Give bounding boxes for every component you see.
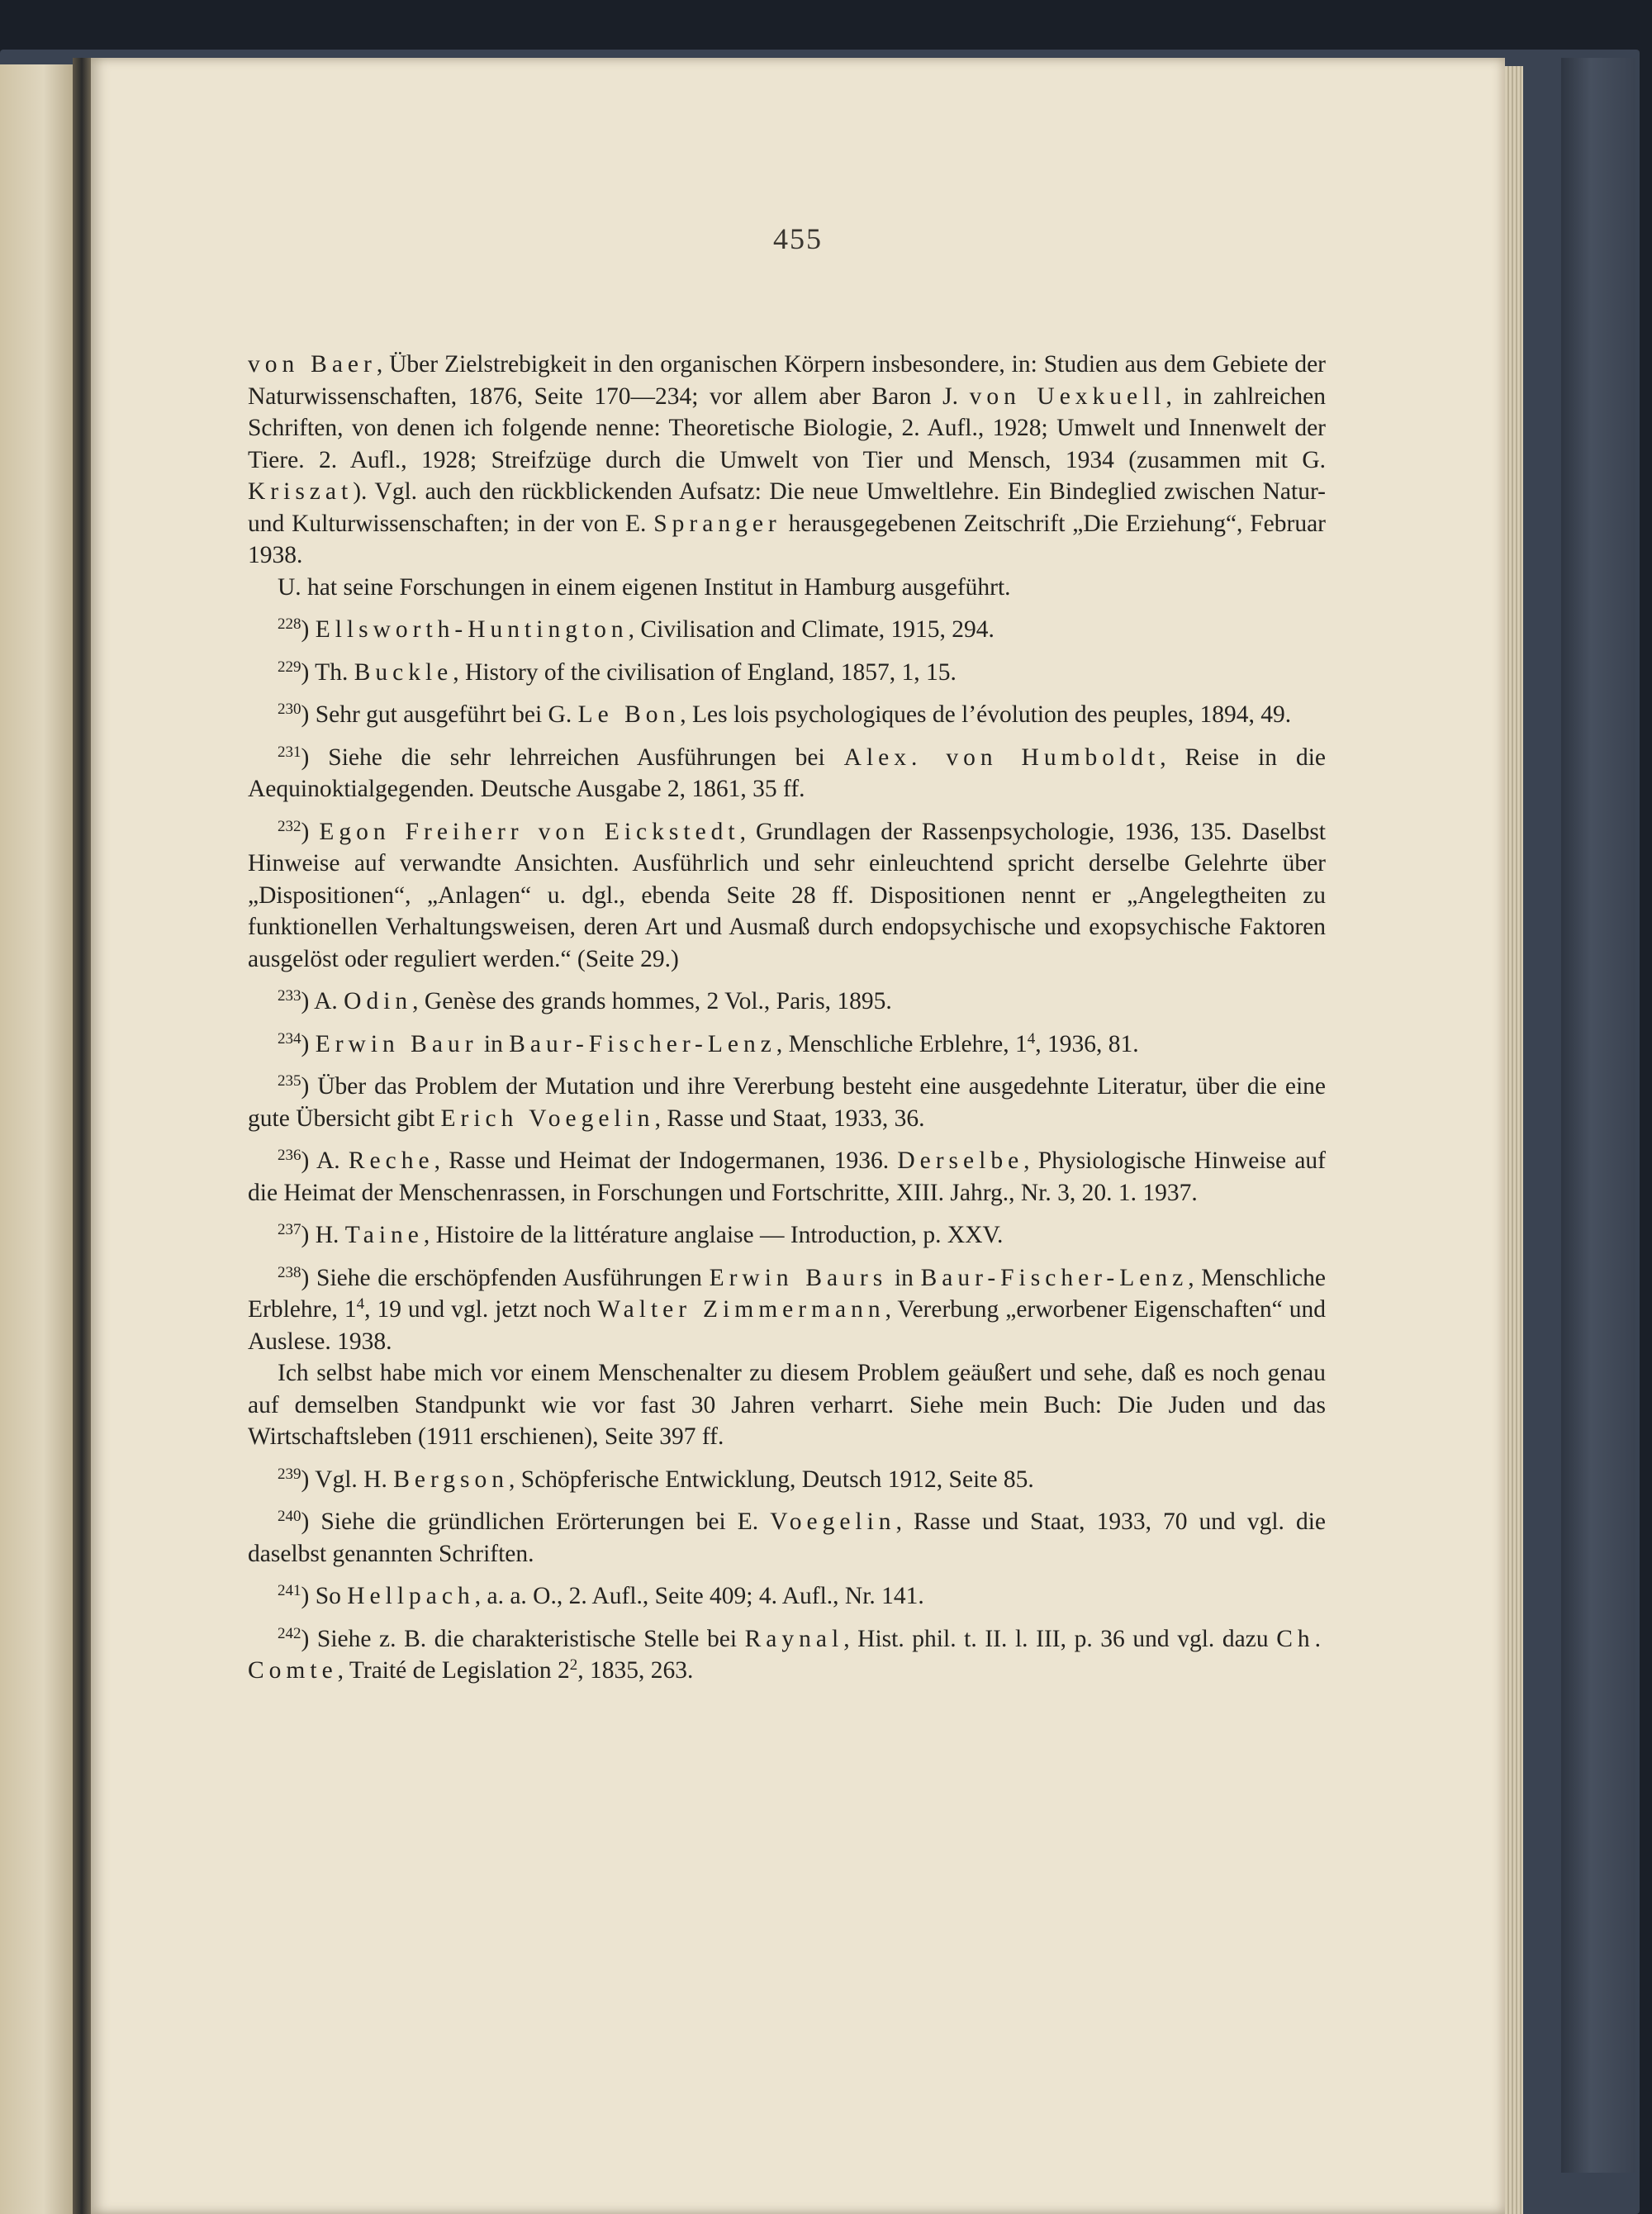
footnote-text: Th. (315, 658, 354, 686)
footnote-240: $^{240}$) Siehe die gründlichen Erörterungen bei E. Voegelin, Rasse und Staat, 1933, 70 und vgl. die daselbst genannten Schriften. (248, 1508, 1326, 1567)
footnote-239: $^{239}$) Vgl. H. Bergson, Schöpferische Entwicklung, Deutsch 1912, Seite 85. (278, 1465, 1034, 1493)
footnote-continuation (248, 1357, 1326, 1453)
footnote-text: , Rasse und Staat, 1933, 36. (654, 1105, 925, 1132)
spaced-name: Baur-Fischer-Lenz (509, 1030, 776, 1057)
footnote-text: , Histoire de la littérature anglaise — Introduction, p. XXV. (423, 1222, 1004, 1248)
spaced-name: Spranger (653, 510, 781, 537)
cover-edge (1561, 58, 1635, 2173)
spaced-name: Ch. Comte (248, 1625, 1326, 1684)
footnote-text: , Rasse und Heimat der Indogermanen, 1936. (434, 1147, 898, 1174)
footnote-234: $^{234}$) Erwin Baur in Baur-Fischer-Lenz, Menschliche Erblehre, $1^4$, 1936, 81. (278, 1029, 1139, 1057)
footnote-228: $^{228}$) Ellsworth-Huntington, Civilisation and Climate, 1915, 294. (278, 615, 995, 643)
footnote-241: $^{241}$) So Hellpach, a. a. O., 2. Aufl., Seite 409; 4. Aufl., Nr. 141. (278, 1582, 924, 1609)
spaced-name: Erich Voegelin (440, 1105, 655, 1132)
footnote-text: in (887, 1264, 921, 1291)
footnote-text: in (477, 1030, 510, 1057)
spaced-name: Odin (344, 988, 413, 1014)
footnote-242: $^{242}$) Siehe z. B. die charakteristische Stelle bei Raynal, Hist. phil. t. II. l. III, p. 36 und vgl. dazu Ch. Comte, Traité de Legislation $2^2$, 1835, 263. (248, 1624, 1326, 1684)
spaced-name: Baur-Fischer-Lenz (920, 1264, 1189, 1291)
footnote-number: 230 (278, 701, 301, 718)
footnote-text: , Über Zielstrebigkeit in den organischen Körpern insbesondere, in: Studien aus dem Gebiete der Naturwissenschaften, 1876, Seite 170—234; vor allem aber Baron J. (248, 351, 1326, 410)
spaced-name: Kriszat (248, 478, 354, 505)
footnote-text: Über das Problem der Mutation und ihre Vererbung besteht eine ausgedehnte Literatur, über die eine gute Übersicht gibt (248, 1073, 1326, 1132)
footnote-text: , Rasse und Staat, 1933, 70 und vgl. die daselbst genannten Schriften. (248, 1508, 1326, 1567)
spaced-name: Walter Zimmermann (597, 1296, 885, 1323)
superscript: 2 (569, 1656, 578, 1674)
footnote-text: , Menschliche Erblehre, 1 (248, 1264, 1326, 1323)
footnote-text: ). Vgl. auch den rückblickenden Aufsatz: Die neue Umweltlehre. Ein Bindeglied zwischen Natur- und Kulturwissenschaften; in der von E. (248, 478, 1326, 537)
footnote-number: 231 (278, 743, 301, 761)
page-number: 455 (773, 222, 823, 255)
superscript: 4 (1027, 1029, 1036, 1048)
footnote-text: , Physiologische Hinweise auf die Heimat der Menschenrassen, in Forschungen und Fortschritte, XIII. Jahrg., Nr. 3, 20. 1. 1937. (248, 1147, 1326, 1206)
spaced-name: von Uexkuell (969, 382, 1166, 410)
book-gutter (73, 58, 91, 2214)
footnote-229: $^{229}$) Th. Buckle, History of the civilisation of England, 1857, 1, 15. (278, 658, 957, 686)
left-page-edge (0, 64, 73, 2214)
footnote-237: $^{237}$) H. Taine, Histoire de la littérature anglaise — Introduction, p. XXV. (278, 1221, 1004, 1248)
footnote-text: , Vererbung „erworbener Eigenschaften“ und Auslese. 1938. (248, 1296, 1326, 1355)
footnote-text: Siehe die erschöpfenden Ausführungen (316, 1264, 710, 1291)
spaced-name: Erwin Baur (315, 1030, 478, 1057)
spaced-name: Le Bon (577, 701, 681, 728)
footnote-230: $^{230}$) Sehr gut ausgeführt bei G. Le Bon, Les lois psychologiques de l’évolution des peuples, 1894, 49. (278, 701, 1292, 728)
footnote-list (248, 349, 1326, 1698)
spaced-name: Erwin Baurs (709, 1264, 888, 1291)
footnote-text: , Traité de Legislation 2 (337, 1657, 570, 1684)
footnote-text: , a. a. O., 2. Aufl., Seite 409; 4. Aufl., Nr. 141. (474, 1583, 924, 1609)
footnote-continuation (248, 572, 1326, 604)
footnote-number: 234 (278, 1029, 301, 1048)
footnote-number: 238 (278, 1263, 301, 1281)
footnote-231: $^{231}$) Siehe die sehr lehrreichen Ausführungen bei Alex. von Humboldt, Reise in die Aequinoktialgegenden. Deutsche Ausgabe 2, 1861, 35 ff. (248, 743, 1326, 802)
book-page (91, 58, 1505, 2214)
footnote-text: , 19 und vgl. jetzt noch (364, 1296, 598, 1323)
page-stack-edge (1505, 66, 1523, 2214)
footnote-number: 236 (278, 1147, 301, 1164)
footnote-text: , Menschliche Erblehre, 1 (776, 1030, 1028, 1057)
footnote-number: 229 (278, 658, 301, 676)
spaced-name: Hellpach (347, 1583, 475, 1609)
footnote-number: 233 (278, 987, 301, 1005)
footnote-text: , History of the civilisation of England, 1857, 1, 15. (453, 658, 957, 686)
footnote-text: , Reise in die Aequinoktialgegenden. Deutsche Ausgabe 2, 1861, 35 ff. (248, 744, 1326, 802)
spaced-name: Voegelin (770, 1508, 896, 1535)
footnote-number: 228 (278, 615, 301, 633)
footnote-number: 242 (278, 1624, 301, 1642)
footnote-233: $^{233}$) A. Odin, Genèse des grands hommes, 2 Vol., Paris, 1895. (278, 987, 892, 1014)
footnote-235: $^{235}$) Über das Problem der Mutation und ihre Vererbung besteht eine ausgedehnte Literatur, über die eine gute Übersicht gibt Erich Voegelin, Rasse und Staat, 1933, 36. (248, 1072, 1326, 1132)
spaced-name: Ellsworth-Huntington (315, 616, 629, 643)
footnote-number: 240 (278, 1508, 301, 1525)
footnote-number: 235 (278, 1072, 301, 1090)
spaced-name: Alex. von Humboldt (843, 744, 1161, 771)
spaced-name: Derselbe (897, 1147, 1024, 1174)
footnote-text: , Schöpferische Entwicklung, Deutsch 1912, Seite 85. (509, 1466, 1034, 1493)
spaced-name: Buckle (354, 658, 453, 686)
footnote-text: , Les lois psychologiques de l’évolution des peuples, 1894, 49. (680, 701, 1292, 728)
footnote-text: H. (315, 1222, 345, 1248)
spaced-name: Bergson (393, 1466, 510, 1493)
spaced-name: Raynal (744, 1625, 844, 1652)
footnote-text: Vgl. H. (315, 1466, 394, 1493)
spaced-name: Reche (348, 1147, 434, 1174)
footnote-text: , Hist. phil. t. II. l. III, p. 36 und vgl. dazu (843, 1625, 1277, 1652)
footnote-text: Ich selbst habe mich vor einem Menschenalter zu diesem Problem geäußert und sehe, daß es noch genau auf demselben Standpunkt wie vor fast 30 Jahren verharrt. Siehe mein Buch: Die Juden und das Wirtschaftsleben (1911 erschienen), Seite 397 ff. (248, 1360, 1326, 1450)
spaced-name: Taine (344, 1222, 424, 1248)
footnote-number: 239 (278, 1465, 301, 1483)
footnote-continuation (248, 349, 1326, 572)
footnote-text: , Genèse des grands hommes, 2 Vol., Paris, 1895. (412, 988, 892, 1014)
footnote-238: $^{238}$) Siehe die erschöpfenden Ausführungen Erwin Baurs in Baur-Fischer-Lenz, Menschliche Erblehre, $1^4$, 19 und vgl. jetzt noch Walter Zimmermann, Vererbung „erworbener Eigenschaften“ und Auslese. 1938. (248, 1263, 1326, 1355)
superscript: 4 (356, 1295, 365, 1313)
footnote-text: So (315, 1583, 348, 1609)
footnote-text: , 1936, 81. (1035, 1030, 1139, 1057)
spaced-name: Egon Freiherr von Eickstedt (319, 818, 740, 845)
footnote-number: 232 (278, 817, 301, 835)
footnote-text: A. (316, 1147, 349, 1174)
footnote-number: 237 (278, 1221, 301, 1238)
footnote-236: $^{236}$) A. Reche, Rasse und Heimat der Indogermanen, 1936. Derselbe, Physiologische Hinweise auf die Heimat der Menschenrassen, in Forschungen und Fortschritte, XIII. Jahrg., Nr. 3, 20. 1. 1937. (248, 1147, 1326, 1206)
spaced-name: von Baer (248, 351, 377, 378)
footnote-text: Siehe die sehr lehrreichen Ausführungen bei (328, 744, 844, 771)
footnote-232: $^{232}$) Egon Freiherr von Eickstedt, Grundlagen der Rassenpsychologie, 1936, 135. Daselbst Hinweise auf verwandte Ansichten. Ausführlich und sehr einleuchtend spricht derselbe Gelehrte über „Dispositionen“, „Anlagen“ u. dgl., ebenda Seite 28 ff. Dispositionen nennt er „Angelegtheiten zu funktionellen Verhaltungsweisen, deren Art und Ausmaß durch endopsychische und exopsychische Faktoren ausgelöst oder reguliert werden.“ (Seite 29.) (248, 817, 1327, 972)
footnote-number: 241 (278, 1582, 301, 1599)
footnote-text: U. hat seine Forschungen in einem eigenen Institut in Hamburg ausgeführt. (278, 573, 1011, 601)
footnote-text: Sehr gut ausgeführt bei G. (315, 701, 578, 728)
footnote-text: Siehe die gründlichen Erörterungen bei E. (320, 1508, 771, 1535)
footnote-text: , 1835, 263. (577, 1657, 694, 1684)
footnote-text: A. (314, 988, 344, 1014)
footnote-text: , Civilisation and Climate, 1915, 294. (628, 616, 995, 643)
footnote-text: , Grundlagen der Rassenpsychologie, 1936, 135. Daselbst Hinweise auf verwandte Ansichten. Ausführlich und sehr einleuchtend spricht derselbe Gelehrte über „Dispositionen“, „Anlagen“ u. dgl., ebenda Seite 28 ff. Dispositionen nennt er „Angelegtheiten zu funktionellen Verhaltungsweisen, deren Art und Ausmaß durch endopsychische und exopsychische Faktoren ausgelöst oder reguliert werden.“ (Seite 29.) (248, 818, 1327, 972)
footnote-text: Siehe z. B. die charakteristische Stelle bei (316, 1625, 745, 1652)
footnote-text: herausgegebenen Zeitschrift „Die Erziehung“, Februar 1938. (248, 510, 1326, 568)
footnote-text: , in zahlreichen Schriften, von denen ich folgende nenne: Theoretische Biologie, 2. Aufl., 1928; Umwelt und Innenwelt der Tiere. 2. Aufl., 1928; Streifzüge durch die Umwelt von Tier und Mensch, 1934 (zusammen mit G. (248, 382, 1326, 473)
